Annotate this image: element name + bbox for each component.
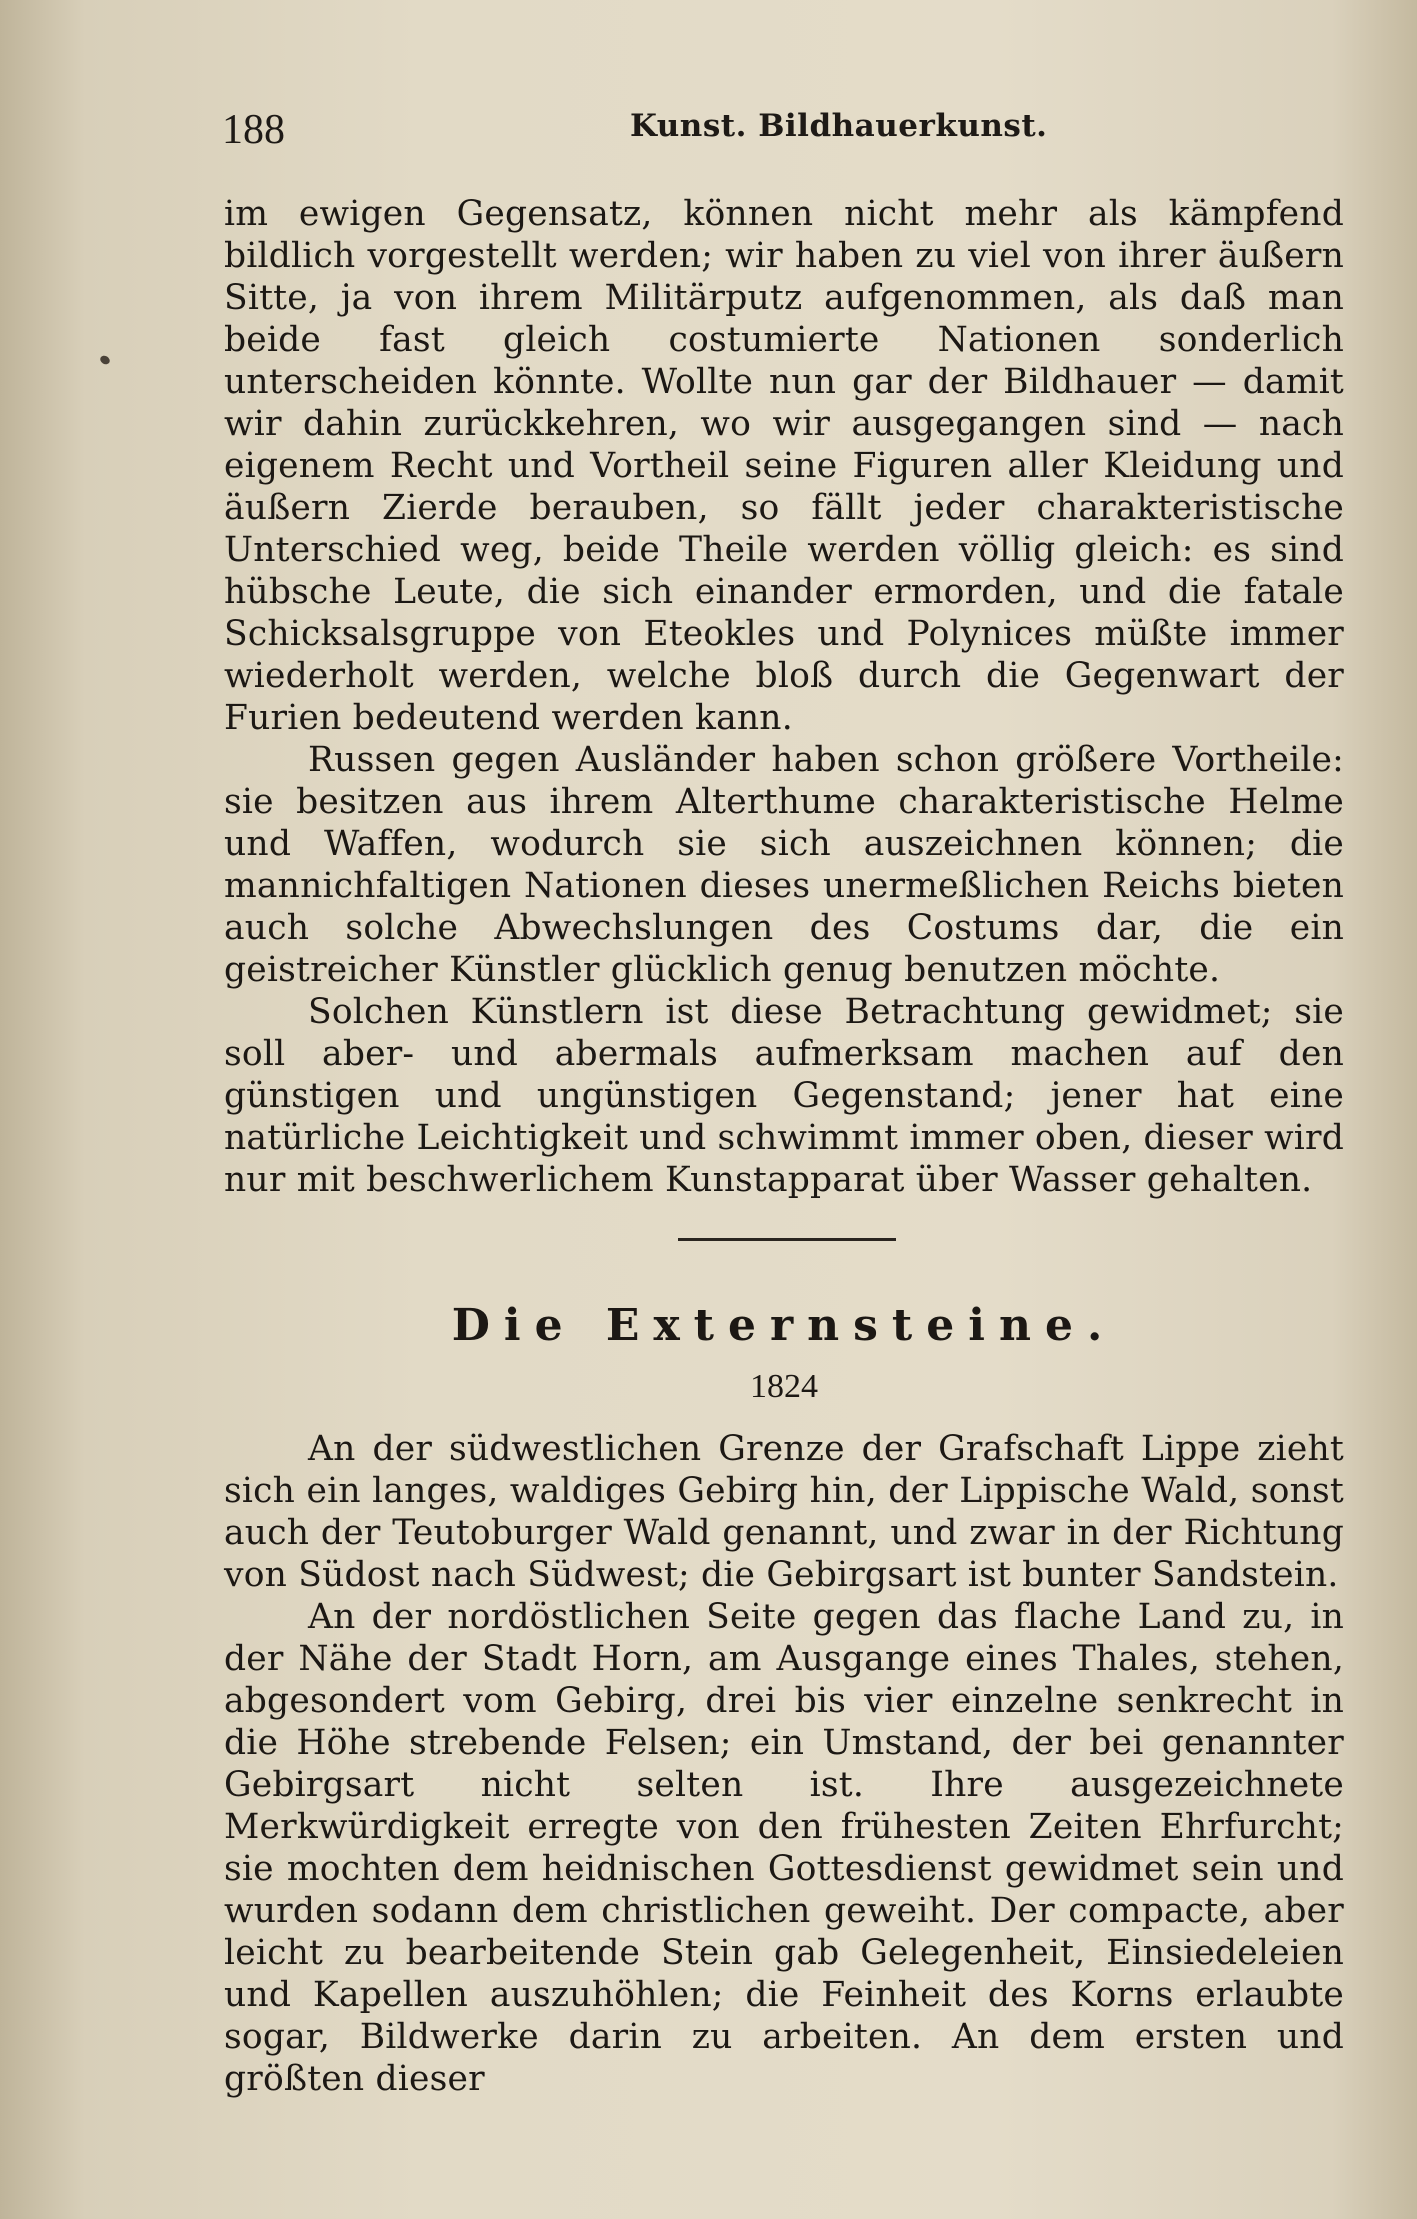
running-head: Kunst. Bildhauerkunst. <box>630 108 1048 144</box>
section-text <box>224 1428 1344 2100</box>
section-divider <box>678 1238 896 1241</box>
section-continued-text <box>224 193 1344 1201</box>
paragraph: An der nordöstlichen Seite gegen das flache Land zu, in der Nähe der Stadt Horn, am Ausgange eines Thales, stehen, abgesondert vom Gebirg, drei bis vier einzelne senkrecht in die Höhe strebende Felsen; ein Umstand, der bei genannter Gebirgsart nicht selten ist. Ihre ausgezeichnete Merkwürdigkeit erregte von den frühesten Zeiten Ehrfurcht; sie mochten dem heidnischen Gottesdienst gewidmet sein und wurden sodann dem christlichen geweiht. Der compacte, aber leicht zu bearbeitende Stein gab Gelegenheit, Einsiedeleien und Kapellen auszuhöhlen; die Feinheit des Korns erlaubte sogar, Bildwerke darin zu arbeiten. An dem ersten und größten dieser <box>224 1597 1344 2099</box>
paragraph: Russen gegen Ausländer haben schon größere Vortheile: sie besitzen aus ihrem Alterthume charakteristische Helme und Waffen, wodurch sie sich auszeichnen können; die mannichfaltigen Nationen dieses unermeßlichen Reichs bieten auch solche Abwechslungen des Costums dar, die ein geistreicher Künstler glücklich genug benutzen möchte. <box>224 740 1344 990</box>
section-year: 1824 <box>750 1368 818 1405</box>
page-number: 188 <box>222 107 285 153</box>
paragraph: im ewigen Gegensatz, können nicht mehr als kämpfend bildlich vorgestellt werden; wir haben zu viel von ihrer äußern Sitte, ja von ihrem Militärputz aufgenommen, als daß man beide fast gleich costumierte Nationen sonderlich unterscheiden könnte. Wollte nun gar der Bildhauer — damit wir dahin zurückkehren, wo wir ausgegangen sind — nach eigenem Recht und Vortheil seine Figuren aller Kleidung und äußern Zierde berauben, so fällt jeder charakteristische Unterschied weg, beide Theile werden völlig gleich: es sind hübsche Leute, die sich einander ermorden, und die fatale Schicksalsgruppe von Eteokles und Polynices müßte immer wiederholt werden, welche bloß durch die Gegenwart der Furien bedeutend werden kann. <box>224 194 1344 738</box>
section-title: Die Externsteine. <box>451 1300 1117 1351</box>
paragraph: An der südwestlichen Grenze der Grafschaft Lippe zieht sich ein langes, waldiges Gebirg hin, der Lippische Wald, sonst auch der Teutoburger Wald genannt, und zwar in der Richtung von Südost nach Südwest; die Gebirgsart ist bunter Sandstein. <box>224 1429 1344 1595</box>
ink-speck <box>99 354 112 366</box>
page-header <box>222 100 1342 160</box>
paragraph: Solchen Künstlern ist diese Betrachtung gewidmet; sie soll aber- und abermals aufmerksam machen auf den günstigen und ungünstigen Gegenstand; jener hat eine natürliche Leichtigkeit und schwimmt immer oben, dieser wird nur mit beschwerlichem Kunstapparat über Wasser gehalten. <box>224 992 1345 1200</box>
